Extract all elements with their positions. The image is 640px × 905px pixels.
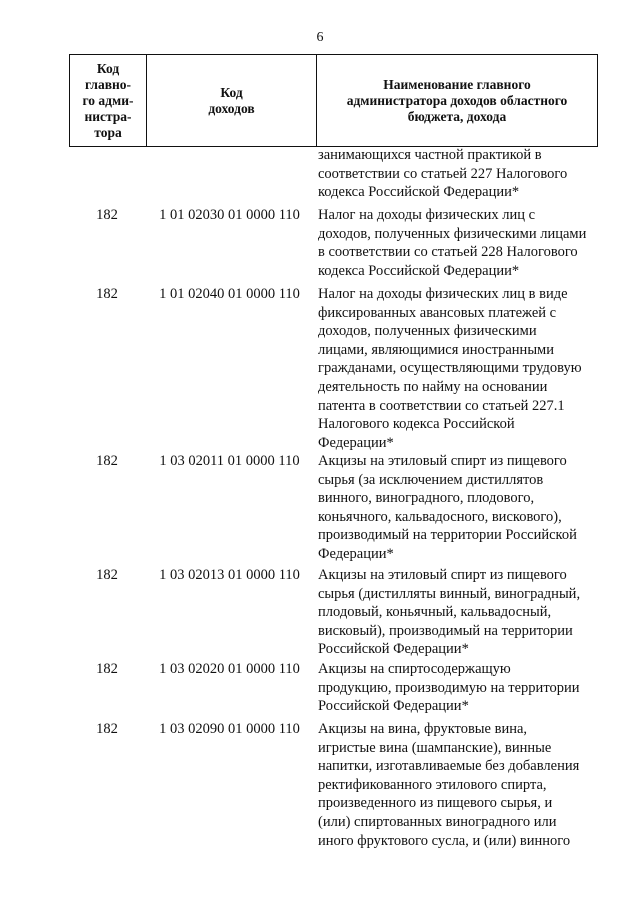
text-line: кодекса Российской Федерации*	[318, 184, 520, 201]
text-line: патента в соответствии со статьей 227.1	[318, 397, 565, 414]
text-line: сырья (дистилляты винный, виноградный,	[318, 585, 581, 602]
text-line: Федерации*	[318, 434, 394, 451]
text-line: кодекса Российской Федерации*	[318, 262, 520, 279]
income-name-cell	[318, 566, 590, 659]
admin-code-cell: 182	[96, 567, 118, 583]
text-line: коньячного, кальвадосного, вискового),	[318, 508, 562, 525]
income-name-cell	[318, 720, 590, 850]
admin-code-cell: 182	[96, 286, 118, 302]
text-line: произведенного из пищевого сырья, и	[318, 795, 553, 812]
text-line: Акцизы на этиловый спирт из пищевого	[318, 453, 567, 469]
text-line: деятельность по найму на основании	[318, 378, 548, 395]
text-line: Налог на доходы физических лиц в виде	[318, 286, 568, 302]
income-code-cell: 1 03 02011 01 0000 110	[159, 453, 300, 469]
admin-code-cell: 182	[96, 207, 118, 223]
income-code-cell: 1 03 02013 01 0000 110	[159, 567, 300, 583]
text-line: доходов, полученных физическими	[318, 323, 537, 340]
text-line: игристые вина (шампанские), винные	[318, 739, 552, 756]
income-name-cell	[318, 285, 590, 452]
income-code-cell: 1 01 02030 01 0000 110	[159, 207, 300, 223]
admin-code-cell: 182	[96, 453, 118, 469]
text-line: Налогового кодекса Российской	[318, 416, 515, 433]
header-admin-code: Код главно- го адми- нистра- тора	[70, 55, 147, 146]
text-line: ректификованного этилового спирта,	[318, 776, 547, 793]
header-name: Наименование главного администратора доходов областного бюджета, дохода	[346, 76, 568, 124]
income-name-cell	[318, 146, 590, 202]
text-line: Налог на доходы физических лиц с	[318, 207, 536, 223]
text-line: лицами, являющимися иностранными	[318, 341, 554, 358]
income-name-cell	[318, 660, 590, 716]
text-line: Акцизы на спиртосодержащую	[318, 661, 511, 677]
text-line: продукцию, производимую на территории	[318, 679, 580, 696]
text-line: фиксированных авансовых платежей с	[318, 304, 557, 321]
text-line: висковый), производимый на территории	[318, 622, 573, 639]
text-line: иного фруктового сусла, и (или) винного	[318, 832, 571, 849]
text-line: занимающихся частной практикой в	[318, 147, 542, 163]
text-line: винного, виноградного, плодового,	[318, 490, 535, 507]
text-line: Федерации*	[318, 545, 394, 562]
text-line: Акцизы на вина, фруктовые вина,	[318, 721, 528, 737]
income-code-cell: 1 03 02020 01 0000 110	[159, 661, 300, 677]
header-income-code: Код доходов	[147, 55, 317, 146]
text-line: Акцизы на этиловый спирт из пищевого	[318, 567, 567, 583]
text-line: (или) спиртованных виноградного или	[318, 813, 557, 830]
text-line: в соответствии со статьей 228 Налогового	[318, 244, 578, 261]
text-line: Российской Федерации*	[318, 698, 469, 715]
text-line: Российской Федерации*	[318, 641, 469, 658]
income-code-cell: 1 01 02040 01 0000 110	[159, 286, 300, 302]
income-name-cell	[318, 206, 590, 280]
text-line: производимый на территории Российской	[318, 527, 577, 544]
text-line: гражданами, осуществляющими трудовую	[318, 360, 582, 377]
text-line: напитки, изготавливаемые без добавления	[318, 758, 580, 775]
admin-code-cell: 182	[96, 721, 118, 737]
text-line: сырья (за исключением дистиллятов	[318, 471, 544, 488]
income-code-cell: 1 03 02090 01 0000 110	[159, 721, 300, 737]
admin-code-cell: 182	[96, 661, 118, 677]
income-name-cell	[318, 452, 590, 564]
table-header	[69, 54, 598, 147]
page-number: 6	[316, 30, 324, 45]
text-line: соответствии со статьей 227 Налогового	[318, 165, 568, 182]
text-line: плодовый, коньячный, кальвадосный,	[318, 604, 552, 621]
text-line: доходов, полученных физическими лицами	[318, 225, 587, 242]
